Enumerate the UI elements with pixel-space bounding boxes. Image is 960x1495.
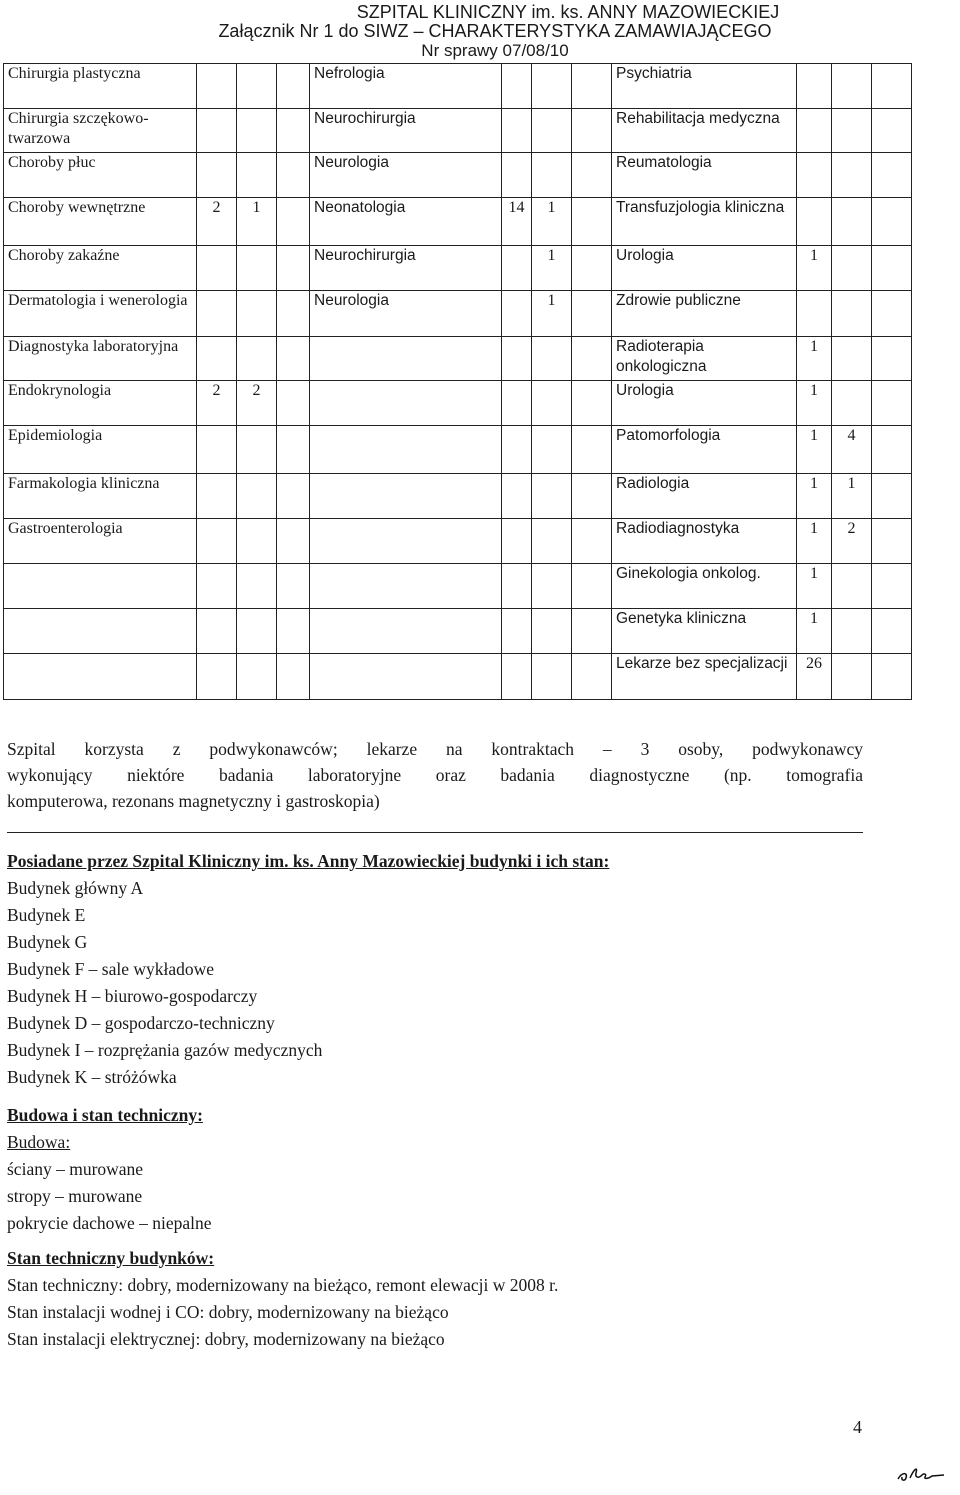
table-cell-specialty: Patomorfologia: [612, 426, 797, 474]
table-cell-specialty: Neurochirurgia: [310, 246, 502, 291]
table-row: [4, 64, 912, 109]
table-row: [4, 291, 912, 337]
building-item: Budynek D – gospodarczo-techniczny: [7, 1013, 275, 1033]
table-cell-count: [237, 337, 277, 381]
table-cell-specialty: Radiodiagnostyka: [612, 519, 797, 564]
table-cell-count: [502, 291, 532, 337]
table-cell-count: 2: [197, 381, 237, 426]
table-cell-count: 2: [832, 519, 872, 564]
table-cell-specialty: Diagnostyka laboratoryjna: [4, 337, 197, 381]
table-cell-count: 1: [532, 198, 572, 246]
table-cell-empty: [872, 519, 912, 564]
table-row: [4, 654, 912, 700]
table-cell-specialty: Urologia: [612, 246, 797, 291]
table-cell-empty: [872, 474, 912, 519]
table-row: [4, 153, 912, 198]
table-cell-count: 1: [797, 564, 832, 609]
table-cell-empty: [572, 64, 612, 109]
building-item: Budynek główny A: [7, 878, 144, 898]
table-cell-count: [197, 337, 237, 381]
table-cell-count: [502, 519, 532, 564]
table-cell-empty: [277, 426, 310, 474]
table-cell-count: [832, 564, 872, 609]
table-cell-count: [532, 153, 572, 198]
table-cell-empty: [872, 609, 912, 654]
signature-initials: [896, 1463, 946, 1485]
table-cell-specialty: Nefrologia: [310, 64, 502, 109]
table-cell-count: [237, 654, 277, 700]
table-cell-empty: [277, 109, 310, 153]
table-cell-count: [502, 109, 532, 153]
table-cell-count: [237, 564, 277, 609]
table-cell-count: [832, 153, 872, 198]
table-cell-empty: [872, 153, 912, 198]
header-attachment: Załącznik Nr 1 do SIWZ – CHARAKTERYSTYKA ZAMAWIAJĄCEGO: [218, 21, 772, 41]
condition-item: Stan instalacji elektrycznej: dobry, modernizowany na bieżąco: [7, 1329, 445, 1349]
table-cell-count: 14: [502, 198, 532, 246]
table-cell-count: [797, 153, 832, 198]
table-cell-count: [532, 609, 572, 654]
table-cell-count: [502, 474, 532, 519]
table-cell-count: [532, 337, 572, 381]
building-item: Budynek F – sale wykładowe: [7, 959, 215, 979]
table-cell-empty: [277, 519, 310, 564]
table-cell-specialty: Choroby wewnętrzne: [4, 198, 197, 246]
table-cell-empty: [872, 64, 912, 109]
table-cell-count: [502, 246, 532, 291]
table-cell-empty: [572, 564, 612, 609]
table-cell-count: [797, 198, 832, 246]
buildings-heading: Posiadane przez Szpital Kliniczny im. ks. Anny Mazowieckiej budynki i ich stan:: [7, 851, 610, 871]
table-cell-count: [237, 153, 277, 198]
table-cell-count: [532, 64, 572, 109]
table-cell-count: [197, 153, 237, 198]
table-cell-specialty: Neurologia: [310, 153, 502, 198]
table-cell-specialty: [310, 426, 502, 474]
table-cell-count: [237, 426, 277, 474]
table-row: [4, 426, 912, 474]
table-cell-count: 1: [797, 474, 832, 519]
table-cell-empty: [872, 337, 912, 381]
table-cell-count: [832, 381, 872, 426]
table-cell-count: 1: [797, 337, 832, 381]
table-cell-count: [532, 564, 572, 609]
table-row: [4, 198, 912, 246]
table-cell-count: [197, 564, 237, 609]
table-cell-specialty: [4, 564, 197, 609]
table-cell-specialty: [310, 337, 502, 381]
table-cell-count: [532, 381, 572, 426]
construction-heading: Budowa i stan techniczny:: [7, 1105, 203, 1125]
table-cell-count: 2: [237, 381, 277, 426]
table-cell-empty: [277, 474, 310, 519]
table-row: [4, 519, 912, 564]
table-cell-empty: [872, 246, 912, 291]
table-cell-count: [197, 519, 237, 564]
table-cell-specialty: [310, 519, 502, 564]
table-cell-count: 2: [197, 198, 237, 246]
table-cell-specialty: Neonatologia: [310, 198, 502, 246]
table-cell-empty: [572, 519, 612, 564]
table-cell-count: [532, 654, 572, 700]
table-cell-count: [237, 246, 277, 291]
table-cell-empty: [277, 198, 310, 246]
paragraph-line: komputerowa, rezonans magnetyczny i gastroskopia): [7, 791, 380, 811]
table-cell-specialty: Ginekologia onkolog.: [612, 564, 797, 609]
table-cell-count: 1: [797, 609, 832, 654]
subcontractors-paragraph: [7, 736, 863, 814]
table-cell-specialty: Rehabilitacja medyczna: [612, 109, 797, 153]
table-cell-count: 1: [797, 246, 832, 291]
table-cell-count: [197, 109, 237, 153]
table-cell-count: [237, 109, 277, 153]
table-cell-count: [502, 609, 532, 654]
table-cell-specialty: [310, 654, 502, 700]
table-cell-empty: [572, 337, 612, 381]
building-item: Budynek G: [7, 932, 88, 952]
table-cell-specialty: [310, 474, 502, 519]
table-cell-count: [532, 426, 572, 474]
header-hospital-name: SZPITAL KLINICZNY im. ks. ANNY MAZOWIECKIEJ: [356, 2, 780, 22]
table-cell-empty: [277, 609, 310, 654]
table-cell-specialty: Endokrynologia: [4, 381, 197, 426]
table-cell-count: [502, 426, 532, 474]
table-cell-empty: [277, 337, 310, 381]
table-row: [4, 246, 912, 291]
table-cell-count: 4: [832, 426, 872, 474]
table-cell-empty: [572, 153, 612, 198]
table-cell-empty: [277, 246, 310, 291]
table-cell-empty: [572, 474, 612, 519]
table-cell-empty: [872, 654, 912, 700]
building-item: Budynek E: [7, 905, 86, 925]
table-cell-specialty: Chirurgia plastyczna: [4, 64, 197, 109]
condition-item: Stan techniczny: dobry, modernizowany na bieżąco, remont elewacji w 2008 r.: [7, 1275, 559, 1295]
building-item: Budynek I – rozprężania gazów medycznych: [7, 1040, 323, 1060]
table-row: [4, 564, 912, 609]
table-cell-count: [237, 609, 277, 654]
table-cell-empty: [872, 564, 912, 609]
table-cell-specialty: [310, 564, 502, 609]
departments-table: [3, 63, 912, 700]
table-cell-empty: [572, 198, 612, 246]
table-cell-specialty: Chirurgia szczękowo-twarzowa: [4, 109, 197, 153]
table-cell-count: [197, 291, 237, 337]
table-cell-count: [832, 246, 872, 291]
table-cell-count: [197, 609, 237, 654]
construction-list: [7, 1156, 212, 1237]
table-cell-count: [237, 291, 277, 337]
table-cell-count: [832, 337, 872, 381]
table-cell-empty: [572, 381, 612, 426]
table-cell-count: [532, 519, 572, 564]
table-cell-empty: [277, 654, 310, 700]
table-row: [4, 337, 912, 381]
buildings-list: [7, 875, 322, 1091]
page-number: 4: [853, 1417, 862, 1437]
table-cell-empty: [572, 426, 612, 474]
table-cell-count: [832, 609, 872, 654]
table-cell-specialty: [4, 654, 197, 700]
construction-item: stropy – murowane: [7, 1186, 143, 1206]
table-cell-specialty: Radioterapia onkologiczna: [612, 337, 797, 381]
table-cell-count: 1: [797, 381, 832, 426]
table-cell-specialty: [4, 609, 197, 654]
table-cell-empty: [872, 381, 912, 426]
table-cell-count: [197, 246, 237, 291]
table-cell-count: [237, 474, 277, 519]
construction-item: ściany – murowane: [7, 1159, 144, 1179]
table-cell-count: [502, 654, 532, 700]
table-cell-specialty: Urologia: [612, 381, 797, 426]
table-cell-count: [237, 64, 277, 109]
table-cell-specialty: Reumatologia: [612, 153, 797, 198]
table-cell-count: 1: [237, 198, 277, 246]
table-cell-specialty: Radiologia: [612, 474, 797, 519]
table-cell-specialty: Farmakologia kliniczna: [4, 474, 197, 519]
table-cell-specialty: Epidemiologia: [4, 426, 197, 474]
table-cell-count: 1: [532, 291, 572, 337]
table-cell-count: 26: [797, 654, 832, 700]
table-row: [4, 109, 912, 153]
table-cell-count: [502, 381, 532, 426]
table-cell-empty: [572, 246, 612, 291]
table-cell-specialty: Psychiatria: [612, 64, 797, 109]
construction-item: pokrycie dachowe – niepalne: [7, 1213, 212, 1233]
table-cell-specialty: Gastroenterologia: [4, 519, 197, 564]
table-cell-count: [797, 291, 832, 337]
condition-list: [7, 1272, 558, 1353]
building-item: Budynek H – biurowo-gospodarczy: [7, 986, 258, 1006]
building-item: Budynek K – stróżówka: [7, 1067, 177, 1087]
table-cell-count: [797, 109, 832, 153]
table-cell-empty: [872, 291, 912, 337]
table-cell-specialty: Choroby płuc: [4, 153, 197, 198]
table-cell-count: [832, 198, 872, 246]
condition-heading: Stan techniczny budynków:: [7, 1248, 215, 1268]
table-cell-count: 1: [797, 519, 832, 564]
table-row: [4, 474, 912, 519]
table-cell-specialty: [310, 381, 502, 426]
table-cell-count: [502, 153, 532, 198]
table-cell-count: [502, 564, 532, 609]
table-cell-count: [197, 64, 237, 109]
table-cell-empty: [572, 291, 612, 337]
table-cell-specialty: Genetyka kliniczna: [612, 609, 797, 654]
paragraph-line: Szpital korzysta z podwykonawców; lekarze na kontraktach – 3 osoby, podwykonawcy: [7, 739, 863, 759]
condition-item: Stan instalacji wodnej i CO: dobry, modernizowany na bieżąco: [7, 1302, 449, 1322]
table-cell-specialty: Dermatologia i wenerologia: [4, 291, 197, 337]
construction-subheading: Budowa:: [7, 1132, 71, 1152]
table-cell-count: [797, 64, 832, 109]
paragraph-line: wykonujący niektóre badania laboratoryjne oraz badania diagnostyczne (np. tomografia: [7, 765, 863, 785]
table-cell-count: [197, 474, 237, 519]
table-cell-empty: [277, 153, 310, 198]
header-case-number: Nr sprawy 07/08/10: [421, 41, 569, 60]
table-cell-count: 1: [797, 426, 832, 474]
table-cell-empty: [872, 426, 912, 474]
table-cell-empty: [277, 564, 310, 609]
table-cell-empty: [277, 291, 310, 337]
table-cell-specialty: Choroby zakaźne: [4, 246, 197, 291]
table-cell-count: [532, 109, 572, 153]
table-cell-empty: [277, 64, 310, 109]
table-cell-count: [832, 64, 872, 109]
table-row: [4, 609, 912, 654]
table-cell-specialty: Lekarze bez specjalizacji: [612, 654, 797, 700]
table-cell-count: [237, 519, 277, 564]
table-cell-specialty: [310, 609, 502, 654]
table-row: [4, 381, 912, 426]
divider: [7, 832, 863, 833]
table-cell-specialty: Zdrowie publiczne: [612, 291, 797, 337]
table-cell-empty: [277, 381, 310, 426]
table-cell-count: [502, 337, 532, 381]
table-cell-empty: [572, 109, 612, 153]
table-cell-count: [832, 291, 872, 337]
table-cell-specialty: Transfuzjologia kliniczna: [612, 198, 797, 246]
table-cell-empty: [872, 198, 912, 246]
table-cell-count: [832, 109, 872, 153]
table-cell-specialty: Neurologia: [310, 291, 502, 337]
table-cell-count: 1: [832, 474, 872, 519]
table-cell-count: [197, 426, 237, 474]
table-cell-count: [832, 654, 872, 700]
table-cell-count: [532, 474, 572, 519]
table-cell-empty: [572, 654, 612, 700]
table-cell-empty: [872, 109, 912, 153]
table-cell-count: [502, 64, 532, 109]
table-cell-specialty: Neurochirurgia: [310, 109, 502, 153]
table-cell-count: [197, 654, 237, 700]
table-cell-empty: [572, 609, 612, 654]
table-cell-count: 1: [532, 246, 572, 291]
